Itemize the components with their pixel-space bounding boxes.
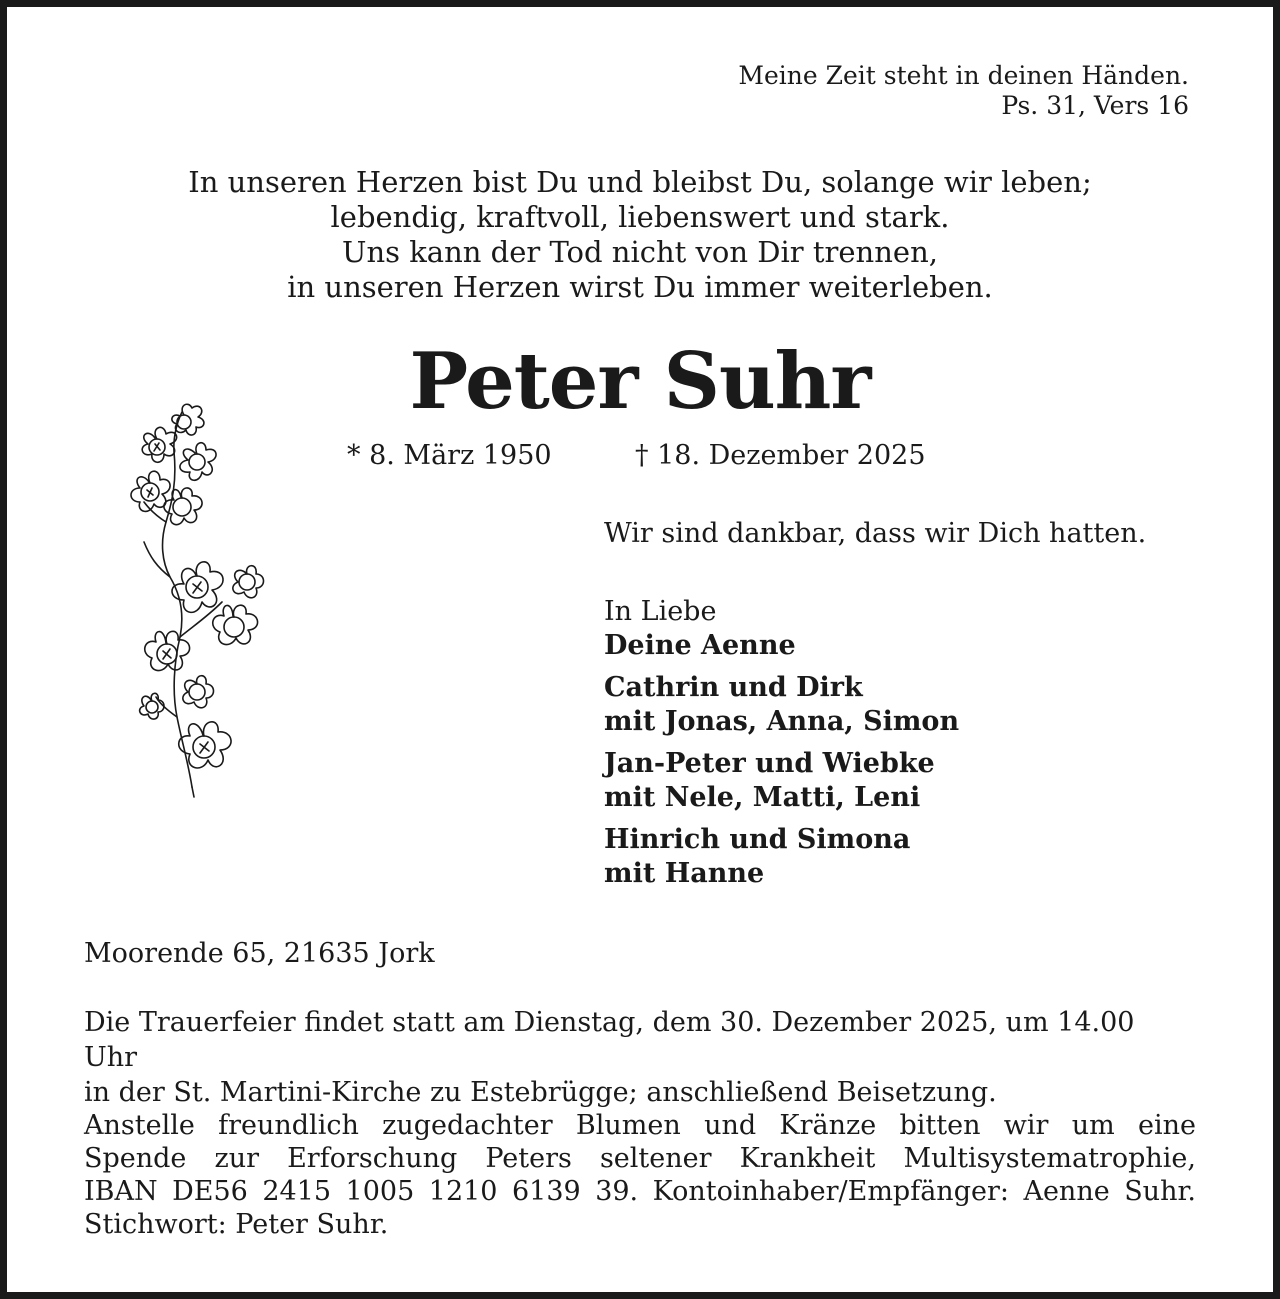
family-group: [604, 629, 959, 663]
blossom-branch-icon: [122, 392, 272, 802]
family-group: [604, 671, 959, 739]
poem-line: lebendig, kraftvoll, liebenswert und stark.: [330, 200, 950, 234]
family-member: Jan-Peter und Wiebke: [604, 748, 935, 779]
ceremony-line: in der St. Martini-Kirche zu Estebrügge; anschließend Beisetzung.: [84, 1077, 997, 1108]
bible-verse: [738, 61, 1189, 121]
family-member: mit Hanne: [604, 858, 765, 889]
family-intro: In Liebe: [604, 596, 717, 627]
verse-reference: Ps. 31, Vers 16: [1001, 91, 1189, 120]
ceremony-line: Die Trauerfeier findet statt am Dienstag, dem 30. Dezember 2025, um 14.00 Uhr: [84, 1007, 1135, 1073]
birth-date: * 8. März 1950: [347, 440, 552, 471]
family-group: [604, 823, 959, 891]
donation-line: Anstelle freundlich zugedachter Blumen und Kränze bitten wir um eine: [84, 1110, 1196, 1141]
family-group: [604, 747, 959, 815]
thanks-line: Wir sind dankbar, dass wir Dich hatten.: [604, 518, 1147, 549]
poem-line: in unseren Herzen wirst Du immer weiterleben.: [287, 270, 993, 304]
death-date: † 18. Dezember 2025: [635, 440, 926, 471]
verse-text: Meine Zeit steht in deinen Händen.: [738, 61, 1189, 90]
donation-line: IBAN DE56 2415 1005 1210 6139 39. Kontoinhaber/Empfänger: Aenne Suhr.: [84, 1176, 1196, 1207]
ceremony-info: [84, 1005, 1196, 1110]
family-member: mit Nele, Matti, Leni: [604, 782, 921, 813]
family-member: Hinrich und Simona: [604, 824, 911, 855]
deceased-name: Peter Suhr: [409, 336, 871, 427]
poem-line: Uns kann der Tod nicht von Dir trennen,: [342, 235, 938, 269]
family-member: Deine Aenne: [604, 630, 796, 661]
poem: [7, 165, 1273, 305]
donation-line: Stichwort: Peter Suhr.: [84, 1209, 389, 1240]
family-list: [604, 595, 959, 891]
family-member: mit Jonas, Anna, Simon: [604, 706, 960, 737]
donation-info: [84, 1109, 1196, 1241]
family-member: Cathrin und Dirk: [604, 672, 863, 703]
poem-line: In unseren Herzen bist Du und bleibst Du, solange wir leben;: [188, 165, 1092, 199]
address: Moorende 65, 21635 Jork: [84, 938, 435, 969]
donation-line: Spende zur Erforschung Peters seltener Krankheit Multisystematrophie,: [84, 1143, 1196, 1174]
